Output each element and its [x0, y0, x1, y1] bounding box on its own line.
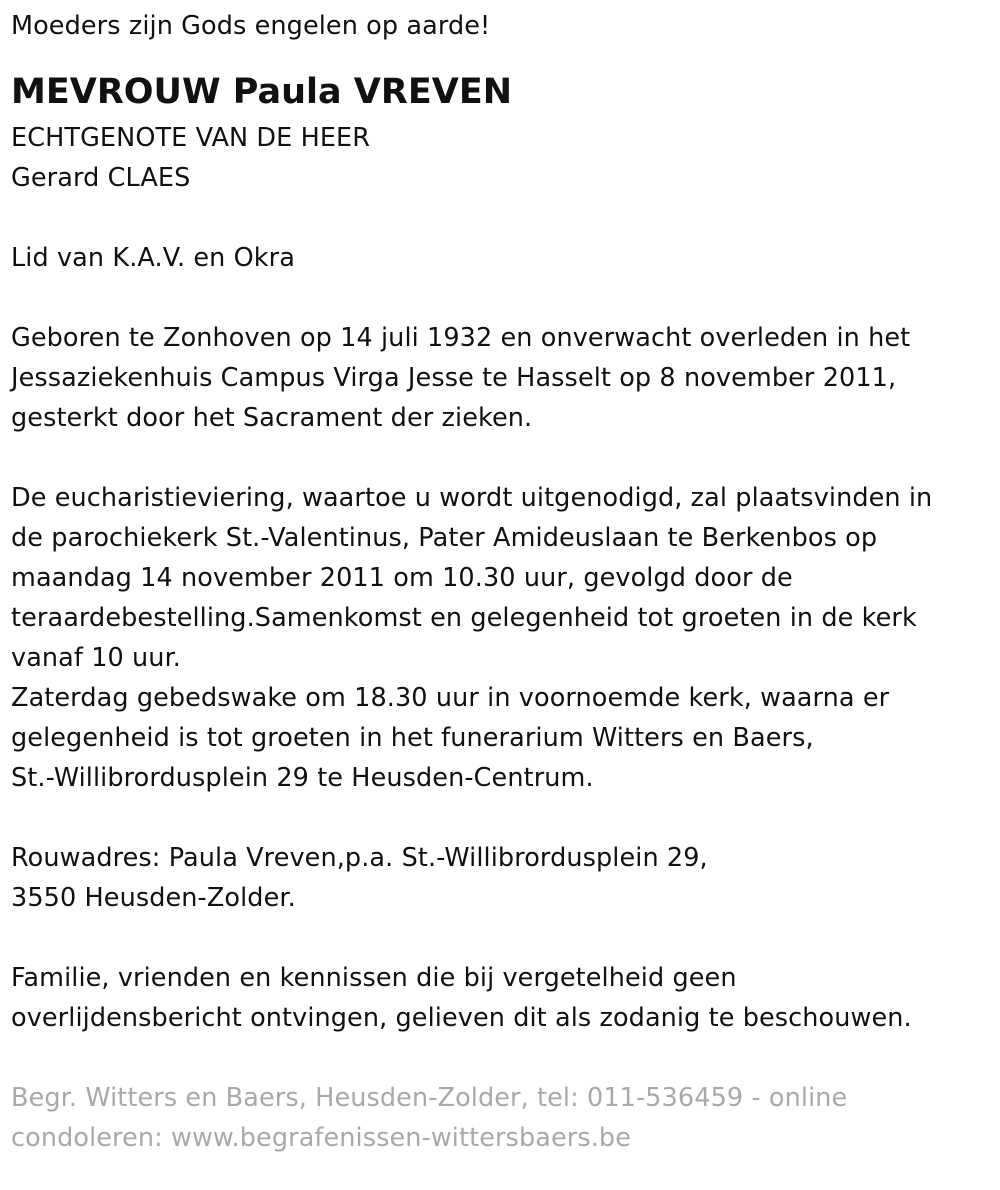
paragraph-line: De eucharistieviering, waartoe u wordt uitgenodigd, zal plaatsvinden in	[11, 483, 933, 513]
spacer	[11, 278, 988, 318]
spacer	[11, 798, 988, 838]
address-line: 3550 Heusden-Zolder.	[11, 883, 296, 913]
paragraph-line: Geboren te Zonhoven op 14 juli 1932 en onverwacht overleden in het	[11, 323, 911, 353]
ceremony-paragraph	[11, 478, 988, 798]
motto: Moeders zijn Gods engelen op aarde!	[11, 11, 491, 41]
paragraph-line: de parochiekerk St.-Valentinus, Pater Amideuslaan te Berkenbos op	[11, 523, 878, 553]
paragraph-line: teraardebestelling.Samenkomst en gelegenheid tot groeten in de kerk	[11, 603, 917, 633]
membership: Lid van K.A.V. en Okra	[11, 243, 295, 273]
paragraph-line: gesterkt door het Sacrament der zieken.	[11, 403, 533, 433]
spouse-line-2: Gerard CLAES	[11, 163, 191, 193]
footer-line: Begr. Witters en Baers, Heusden-Zolder, tel: 011-536459 - online	[11, 1083, 848, 1113]
paragraph-line: Zaterdag gebedswake om 18.30 uur in voornoemde kerk, waarna er	[11, 683, 890, 713]
footer-line: condoleren: www.begrafenissen-wittersbaers.be	[11, 1123, 631, 1153]
paragraph-line: Familie, vrienden en kennissen die bij vergetelheid geen	[11, 963, 737, 993]
spacer	[11, 198, 988, 238]
spouse-line-1: ECHTGENOTE VAN DE HEER	[11, 123, 371, 153]
mourning-address	[11, 838, 988, 918]
paragraph-line: overlijdensbericht ontvingen, gelieven dit als zodanig te beschouwen.	[11, 1003, 912, 1033]
family-note	[11, 958, 988, 1038]
paragraph-line: vanaf 10 uur.	[11, 643, 182, 673]
paragraph-line: St.-Willibrordusplein 29 te Heusden-Centrum.	[11, 763, 594, 793]
paragraph-line: gelegenheid is tot groeten in het funerarium Witters en Baers,	[11, 723, 814, 753]
paragraph-line: Jessaziekenhuis Campus Virga Jesse te Hasselt op 8 november 2011,	[11, 363, 897, 393]
deceased-name: MEVROUW Paula VREVEN	[11, 72, 513, 112]
spacer	[11, 918, 988, 958]
birth-death-paragraph	[11, 318, 988, 438]
spacer	[11, 438, 988, 478]
address-line: Rouwadres: Paula Vreven,p.a. St.-Willibrordusplein 29,	[11, 843, 708, 873]
paragraph-line: maandag 14 november 2011 om 10.30 uur, gevolgd door de	[11, 563, 793, 593]
spacer	[11, 1038, 988, 1078]
funeral-home-footer	[11, 1078, 988, 1158]
